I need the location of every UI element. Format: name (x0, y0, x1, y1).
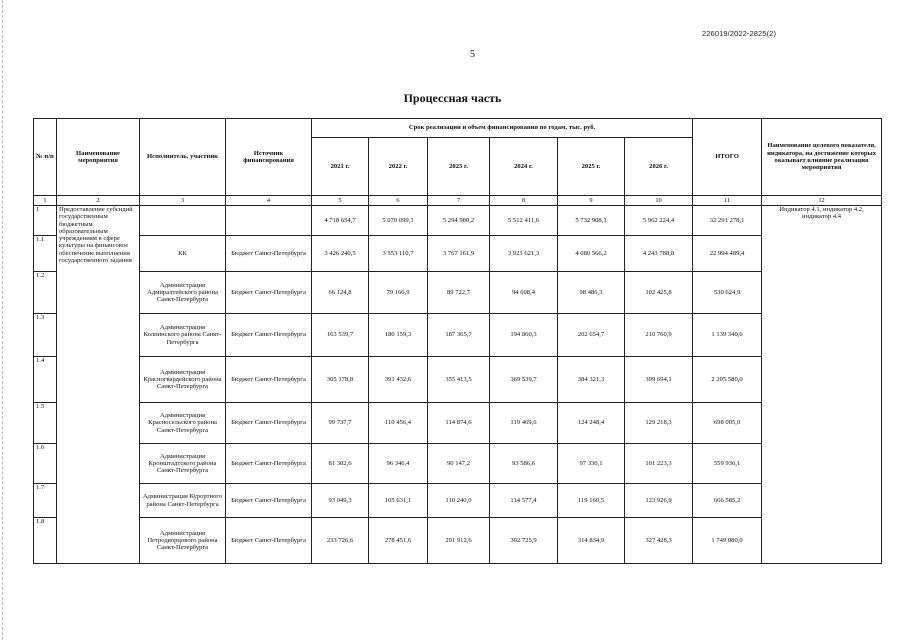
column-number: 6 (369, 196, 428, 206)
value-2024: 114 577,4 (490, 484, 558, 518)
value-total: 530 624,9 (693, 272, 762, 314)
value-2022: 110 456,4 (369, 403, 428, 444)
funding-source: Бюджет Санкт-Петербурга (226, 314, 312, 357)
value-2022: 3 553 110,7 (369, 236, 428, 272)
page-number: 5 (470, 49, 475, 60)
row-number: 1.3 (34, 314, 57, 357)
value-total: 666 585,2 (693, 484, 762, 518)
value-total: 1 139 340,6 (693, 314, 762, 357)
value-2021: 99 737,7 (312, 403, 369, 444)
value-2021: 4 718 654,7 (312, 206, 369, 236)
funding-source: Бюджет Санкт-Петербурга (226, 518, 312, 564)
executor: Администрация Курортного района Санкт-Петербурга (140, 484, 226, 518)
table-row (34, 357, 882, 403)
value-2023: 89 722,7 (428, 272, 490, 314)
value-2023: 3 767 161,9 (428, 236, 490, 272)
table-row (34, 403, 882, 444)
column-number: 4 (226, 196, 312, 206)
row-number: 1.1 (34, 236, 57, 272)
value-total: 1 749 080,0 (693, 518, 762, 564)
funding-source: Бюджет Санкт-Петербурга (226, 403, 312, 444)
value-total: 698 005,0 (693, 403, 762, 444)
value-2024: 5 512 411,6 (490, 206, 558, 236)
row-number: 1.4 (34, 357, 57, 403)
table-row (34, 444, 882, 484)
value-2025: 314 834,9 (558, 518, 625, 564)
value-2023: 110 240,0 (428, 484, 490, 518)
executor: Администрация Петродворцового района Санкт-Петербурга (140, 518, 226, 564)
row-number: 1.7 (34, 484, 57, 518)
executor: Администрация Красногвардейского района Санкт-Петербурга (140, 357, 226, 403)
executor: КК (140, 236, 226, 272)
value-2026: 210 760,9 (625, 314, 693, 357)
row-number: 1 (34, 206, 57, 236)
value-2024: 119 469,6 (490, 403, 558, 444)
executor: Администрация Адмиралтейского района Санкт-Петербурга (140, 272, 226, 314)
value-2022: 79 166,9 (369, 272, 428, 314)
header-num: № п/п (34, 119, 57, 196)
table-row (34, 314, 882, 357)
value-2021: 81 302,6 (312, 444, 369, 484)
value-2022: 278 451,6 (369, 518, 428, 564)
value-2025: 119 160,5 (558, 484, 625, 518)
row-number: 1.6 (34, 444, 57, 484)
header-executor: Исполнитель, участник (140, 119, 226, 196)
executor (140, 206, 226, 236)
value-2022: 180 159,3 (369, 314, 428, 357)
funding-source: Бюджет Санкт-Петербурга (226, 357, 312, 403)
column-number: 11 (693, 196, 762, 206)
funding-source: Бюджет Санкт-Петербурга (226, 272, 312, 314)
value-2021: 305 178,8 (312, 357, 369, 403)
header-year: 2025 г. (558, 138, 625, 196)
table-row (34, 236, 882, 272)
value-2022: 5 070 099,1 (369, 206, 428, 236)
value-2023: 355 413,5 (428, 357, 490, 403)
value-2021: 93 049,3 (312, 484, 369, 518)
value-2026: 123 926,9 (625, 484, 693, 518)
value-2024: 94 698,4 (490, 272, 558, 314)
financing-table (33, 118, 882, 564)
funding-source: Бюджет Санкт-Петербурга (226, 236, 312, 272)
value-2023: 291 912,6 (428, 518, 490, 564)
column-number: 3 (140, 196, 226, 206)
executor: Администрация Колпинского района Санкт-Петербурга (140, 314, 226, 357)
value-2026: 5 962 224,4 (625, 206, 693, 236)
value-2022: 105 631,1 (369, 484, 428, 518)
value-2024: 369 539,7 (490, 357, 558, 403)
value-2025: 384 321,3 (558, 357, 625, 403)
row-number: 1.2 (34, 272, 57, 314)
value-2026: 101 223,3 (625, 444, 693, 484)
value-2026: 4 243 788,8 (625, 236, 693, 272)
column-number: 7 (428, 196, 490, 206)
value-2024: 194 860,3 (490, 314, 558, 357)
value-2024: 93 586,6 (490, 444, 558, 484)
header-year: 2023 г. (428, 138, 490, 196)
value-2024: 302 725,9 (490, 518, 558, 564)
value-2026: 102 425,8 (625, 272, 693, 314)
header-total: ИТОГО (693, 119, 762, 196)
header-source: Источник финансирования (226, 119, 312, 196)
indicators: Индикатор 4.1, индикатор 4.2, индикатор 4.4 (762, 206, 882, 564)
value-2022: 96 346,4 (369, 444, 428, 484)
executor: Администрация Красносельского района Санкт-Петербурга (140, 403, 226, 444)
table-row (34, 484, 882, 518)
value-2025: 5 732 908,1 (558, 206, 625, 236)
value-2021: 3 426 240,5 (312, 236, 369, 272)
funding-source: Бюджет Санкт-Петербурга (226, 484, 312, 518)
section-title: Процессная часть (403, 91, 502, 105)
value-2026: 129 218,3 (625, 403, 693, 444)
value-2023: 187 365,7 (428, 314, 490, 357)
value-total: 2 205 580,0 (693, 357, 762, 403)
value-2021: 233 726,6 (312, 518, 369, 564)
value-2022: 391 432,6 (369, 357, 428, 403)
column-number: 8 (490, 196, 558, 206)
header-period: Срок реализации и объем финансирования по годам, тыс. руб. (312, 119, 693, 138)
financing-table-container (33, 118, 882, 564)
value-2023: 90 147,2 (428, 444, 490, 484)
row-number: 1.5 (34, 403, 57, 444)
column-number: 9 (558, 196, 625, 206)
document-number: 226019/2022-2825(2) (702, 29, 777, 38)
executor: Администрация Кронштадтского района Санкт-Петербурга (140, 444, 226, 484)
value-total: 22 994 489,4 (693, 236, 762, 272)
value-2023: 114 874,6 (428, 403, 490, 444)
value-2021: 163 539,7 (312, 314, 369, 357)
header-year: 2024 г. (490, 138, 558, 196)
funding-source: Бюджет Санкт-Петербурга (226, 444, 312, 484)
header-year: 2022 г. (369, 138, 428, 196)
header-indicator: Наименование целевого показателя, индикатора, на достижение которых оказывает влияние реализация мероприятия (762, 119, 882, 196)
header-name: Наименование мероприятия (57, 119, 140, 196)
row-number: 1.8 (34, 518, 57, 564)
value-2026: 327 428,3 (625, 518, 693, 564)
value-total: 559 936,1 (693, 444, 762, 484)
header-year: 2021 г. (312, 138, 369, 196)
column-number: 10 (625, 196, 693, 206)
value-2025: 97 330,1 (558, 444, 625, 484)
table-row (34, 518, 882, 564)
activity-name: Предоставление субсидий государственным бюджетным образовательным учреждениям в сфере культуры на финансовое обеспечение выполнения государственного задания (57, 206, 140, 564)
value-2021: 66 124,8 (312, 272, 369, 314)
value-2025: 98 486,3 (558, 272, 625, 314)
value-2025: 4 080 566,2 (558, 236, 625, 272)
value-2025: 124 248,4 (558, 403, 625, 444)
value-2023: 5 294 980,2 (428, 206, 490, 236)
value-2024: 3 923 621,3 (490, 236, 558, 272)
table-row (34, 272, 882, 314)
table-row (34, 206, 882, 236)
value-2025: 202 654,7 (558, 314, 625, 357)
value-total: 32 291 278,1 (693, 206, 762, 236)
funding-source (226, 206, 312, 236)
column-number: 2 (57, 196, 140, 206)
column-number: 5 (312, 196, 369, 206)
column-number: 12 (762, 196, 882, 206)
header-year: 2026 г. (625, 138, 693, 196)
value-2026: 399 694,1 (625, 357, 693, 403)
column-number: 1 (34, 196, 57, 206)
